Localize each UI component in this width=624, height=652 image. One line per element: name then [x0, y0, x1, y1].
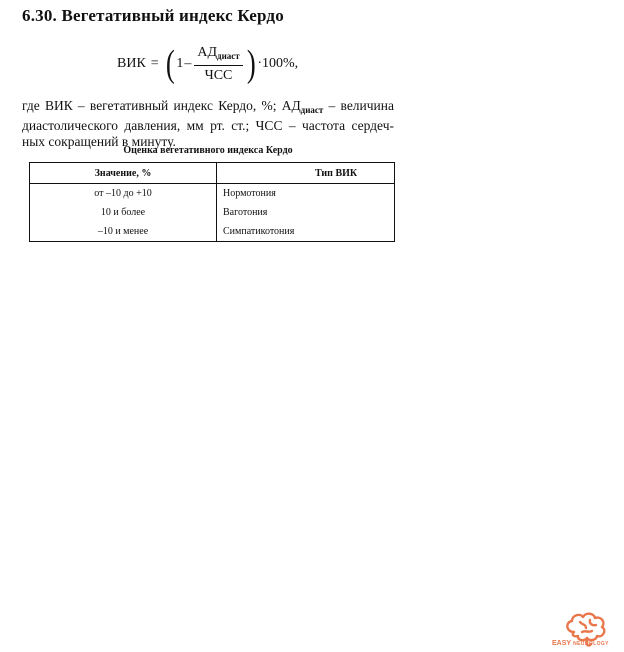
- right-paren: ): [246, 43, 256, 85]
- fraction-denominator: ЧСС: [204, 68, 233, 83]
- kerdo-formula: [117, 43, 299, 85]
- cell-value: от –10 до +10: [30, 184, 217, 204]
- description-line-1: где ВИК – вегетативный индекс Кердо, %; $АД_{диаст}$ – величина: [22, 98, 394, 115]
- table-header-row: [30, 163, 395, 184]
- formula-one: 1: [176, 56, 184, 71]
- cell-type: Ваготония: [217, 203, 395, 222]
- cell-type: Нормотония: [217, 184, 395, 204]
- header-type: Тип ВИК: [217, 163, 395, 184]
- table-caption: Оценка вегетативного индекса Кердо: [123, 145, 293, 156]
- table-row: [30, 184, 395, 204]
- formula-equals: =: [150, 56, 159, 71]
- numerator-main: АД: [197, 45, 218, 60]
- logo-brand: EASY: [552, 640, 572, 647]
- cell-type: Симпатикотония: [217, 222, 395, 242]
- header-value: Значение, %: [30, 163, 217, 184]
- table-row: [30, 203, 395, 222]
- cell-value: –10 и менее: [30, 222, 217, 242]
- section-heading: 6.30. Вегетативный индекс Кердо: [22, 6, 284, 25]
- left-paren: (: [165, 43, 175, 85]
- formula-lhs: ВИК: [117, 56, 146, 71]
- formula-minus: –: [184, 56, 192, 71]
- formula-tail: ·100%,: [257, 56, 299, 71]
- description-line-2: диастолического давления, мм рт. ст.; ЧСС – частота сердеч-: [22, 118, 394, 133]
- fraction-numerator: [194, 45, 242, 66]
- numerator-subscript: диаст: [217, 51, 240, 61]
- description-subscript: диаст: [300, 105, 324, 115]
- logo-wordmark: [552, 640, 609, 647]
- kerdo-table: [29, 162, 395, 242]
- table-row: [30, 222, 395, 242]
- logo-sub: NEUROLOGY: [573, 641, 609, 647]
- description-line-3: ных сокращений в минуту.: [22, 134, 176, 149]
- cell-value: 10 и более: [30, 203, 217, 222]
- description-paragraph: [22, 98, 394, 150]
- formula-fraction: [194, 45, 242, 83]
